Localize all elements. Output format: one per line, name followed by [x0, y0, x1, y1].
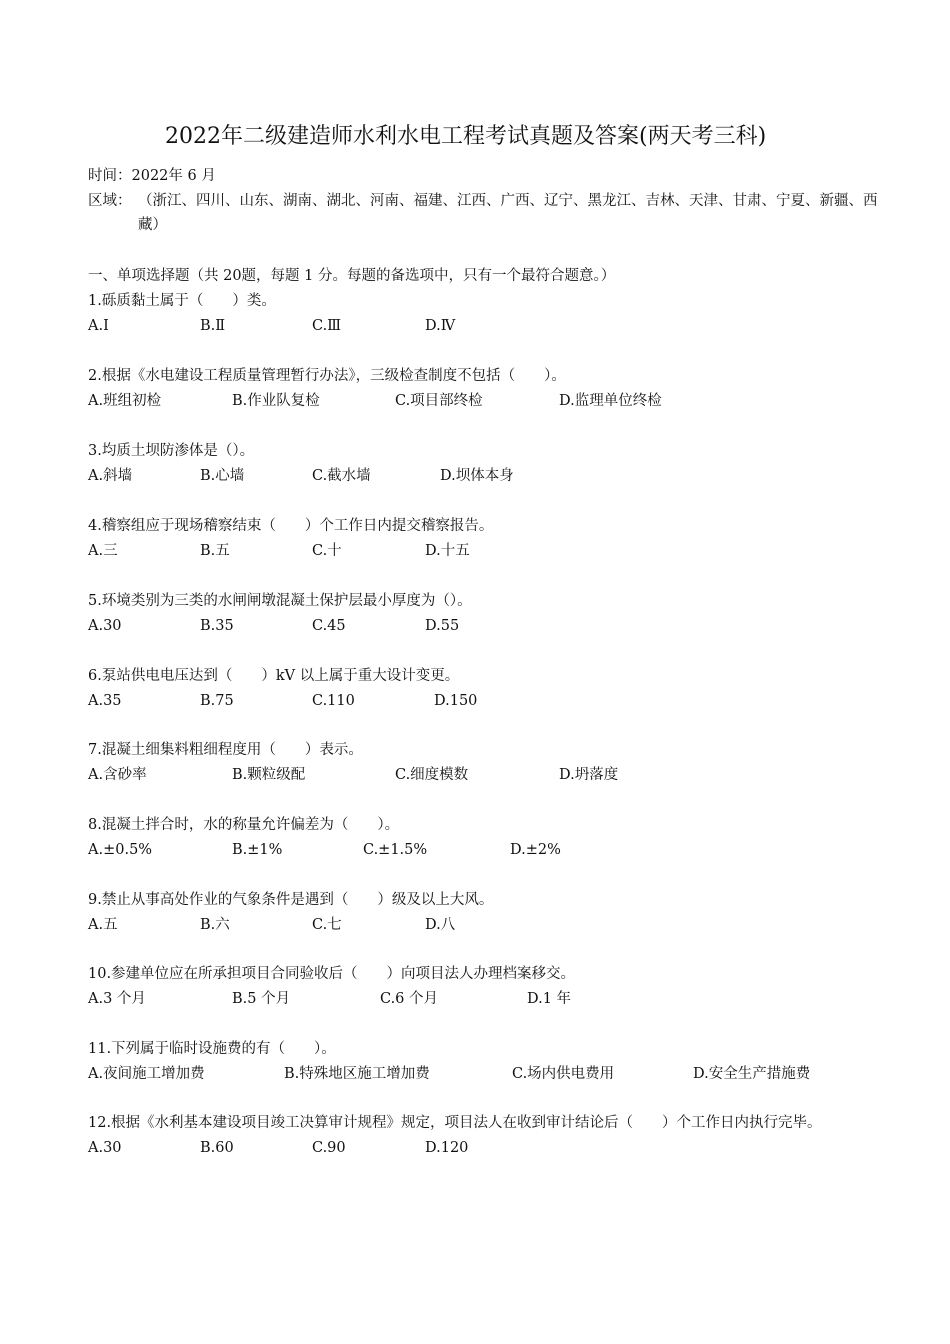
option-d: D.坝体本身 — [440, 468, 514, 484]
option-b: B.心墙 — [200, 468, 245, 484]
question-5 — [88, 589, 878, 638]
question-7 — [88, 738, 878, 787]
question-2 — [88, 364, 878, 413]
option-b: B.75 — [200, 693, 234, 709]
option-d: D.安全生产措施费 — [693, 1066, 811, 1082]
option-row — [88, 1062, 878, 1086]
option-row — [88, 314, 878, 338]
option-b: B.五 — [200, 543, 230, 559]
question-stem: 2.根据《水电建设工程质量管理暂行办法》，三级检查制度不包括（ ）。 — [88, 368, 566, 384]
option-b: B.Ⅱ — [200, 318, 226, 334]
exam-time: 时间：2022年 6 月 — [88, 168, 216, 184]
question-stem: 9.禁止从事高处作业的气象条件是遇到（ ）级及以上大风。 — [88, 892, 494, 908]
document-title: 2022年二级建造师水利水电工程考试真题及答案(两天考三科) — [165, 124, 767, 149]
question-stem: 5.环境类别为三类的水闸闸墩混凝土保护层最小厚度为（）。 — [88, 593, 472, 609]
option-d: D.八 — [425, 917, 456, 933]
option-c: C.110 — [312, 693, 355, 709]
option-d: D.55 — [425, 618, 460, 634]
question-1 — [88, 289, 878, 338]
question-stem: 10.参建单位应在所承担项目合同验收后（ ）向项目法人办理档案移交。 — [88, 966, 576, 982]
option-row — [88, 1136, 878, 1160]
option-d: D.1 年 — [527, 991, 572, 1007]
option-row — [88, 464, 878, 488]
option-c: C.截水墙 — [312, 468, 371, 484]
option-c: C.±1.5% — [363, 842, 428, 858]
option-c: C.Ⅲ — [312, 318, 342, 334]
question-stem: 1.砾质黏土属于（ ）类。 — [88, 293, 276, 309]
option-c: C.90 — [312, 1140, 346, 1156]
question-3 — [88, 439, 878, 488]
question-stem: 7.混凝土细集料粗细程度用（ ）表示。 — [88, 742, 363, 758]
question-stem: 3.均质土坝防渗体是（）。 — [88, 443, 255, 459]
option-a: A.30 — [88, 618, 122, 634]
option-a: A.含砂率 — [88, 767, 147, 783]
option-d: D.±2% — [510, 842, 561, 858]
question-8 — [88, 813, 878, 862]
option-row — [88, 689, 878, 713]
option-b: B.±1% — [232, 842, 283, 858]
option-row — [88, 838, 878, 862]
option-row — [88, 763, 878, 787]
option-a: A.3 个月 — [88, 991, 146, 1007]
option-b: B.作业队复检 — [232, 393, 320, 409]
question-4 — [88, 514, 878, 563]
option-c: C.6 个月 — [380, 991, 439, 1007]
option-a: A.班组初检 — [88, 393, 162, 409]
option-b: B.5 个月 — [232, 991, 291, 1007]
option-a: A.斜墙 — [88, 468, 133, 484]
question-6 — [88, 664, 878, 713]
region-label: 区域： — [88, 193, 132, 209]
option-b: B.60 — [200, 1140, 234, 1156]
option-row — [88, 539, 878, 563]
option-c: C.项目部终检 — [395, 393, 483, 409]
option-d: D.120 — [425, 1140, 469, 1156]
question-11 — [88, 1037, 878, 1086]
question-12 — [88, 1111, 878, 1160]
option-b: B.特殊地区施工增加费 — [284, 1066, 430, 1082]
option-c: C.45 — [312, 618, 346, 634]
option-c: C.七 — [312, 917, 342, 933]
question-stem: 8.混凝土拌合时，水的称量允许偏差为（ ）。 — [88, 817, 400, 833]
option-c: C.场内供电费用 — [512, 1066, 615, 1082]
option-c: C.十 — [312, 543, 342, 559]
option-a: A.五 — [88, 917, 118, 933]
question-stem: 12.根据《水利基本建设项目竣工决算审计规程》规定，项目法人在收到审计结论后（ ）个工作日内执行完毕。 — [88, 1115, 822, 1131]
option-b: B.35 — [200, 618, 234, 634]
option-a: A.三 — [88, 543, 118, 559]
option-c: C.细度模数 — [395, 767, 469, 783]
option-d: D.坍落度 — [559, 767, 619, 783]
option-a: A.±0.5% — [88, 842, 153, 858]
region-list: （浙江、四川、山东、湖南、湖北、河南、福建、江西、广西、辽宁、黑龙江、吉林、天津、甘肃、宁夏、新疆、西藏） — [138, 193, 878, 233]
section-heading: 一、单项选择题（共 20题，每题 1 分。每题的备选项中，只有一个最符合题意。） — [88, 268, 616, 284]
option-d: D.监理单位终检 — [559, 393, 662, 409]
option-d: D.150 — [434, 693, 478, 709]
option-a: A.夜间施工增加费 — [88, 1066, 205, 1082]
option-a: A.30 — [88, 1140, 122, 1156]
question-9 — [88, 888, 878, 937]
question-stem: 4.稽察组应于现场稽察结束（ ）个工作日内提交稽察报告。 — [88, 518, 494, 534]
option-a: A.35 — [88, 693, 122, 709]
option-row — [88, 913, 878, 937]
option-row — [88, 389, 878, 413]
question-stem: 11.下列属于临时设施费的有（ ）。 — [88, 1041, 336, 1057]
question-10 — [88, 962, 878, 1011]
option-row — [88, 614, 878, 638]
option-d: D.Ⅳ — [425, 318, 456, 334]
option-b: B.六 — [200, 917, 230, 933]
option-a: A.Ⅰ — [88, 318, 109, 334]
option-b: B.颗粒级配 — [232, 767, 306, 783]
question-stem: 6.泵站供电电压达到（ ）kV 以上属于重大设计变更。 — [88, 668, 460, 684]
option-d: D.十五 — [425, 543, 470, 559]
option-row — [88, 987, 878, 1011]
